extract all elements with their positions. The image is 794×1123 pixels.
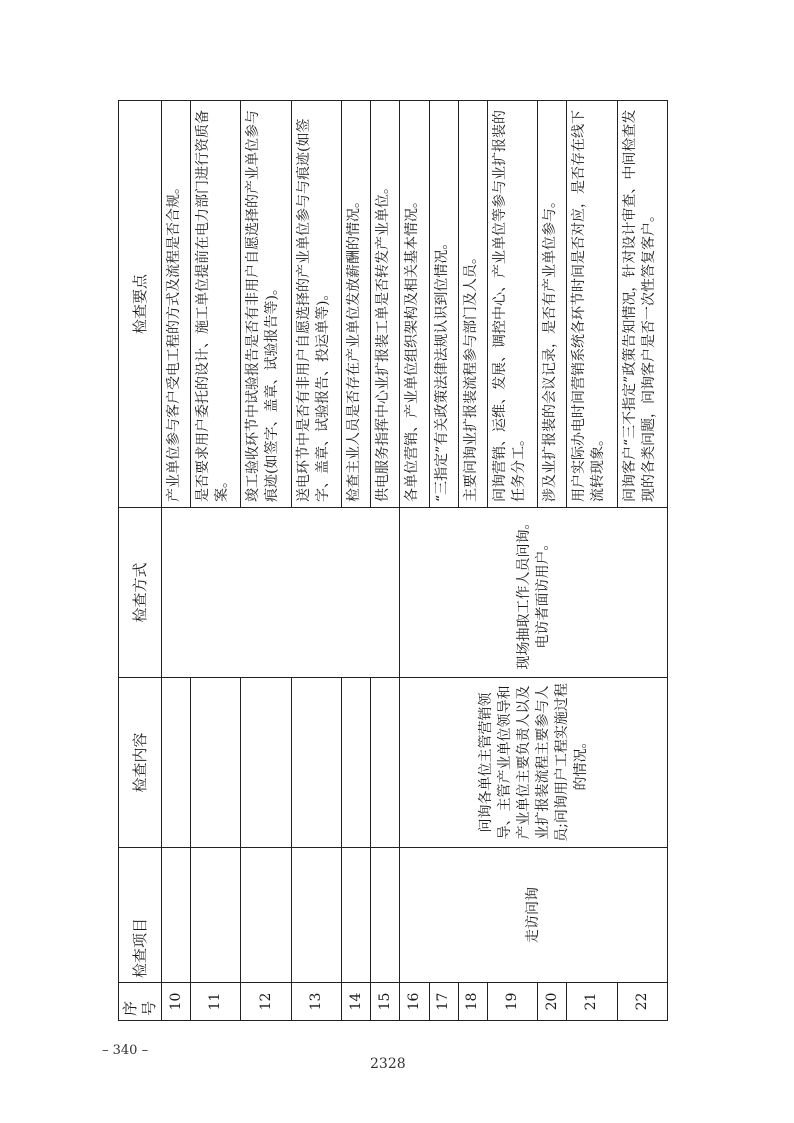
item-cell-empty xyxy=(371,848,400,983)
row-number: 12 xyxy=(241,983,291,1021)
check-point: 检查主业人员是否存在产业单位发放薪酬的情况。 xyxy=(342,101,371,508)
row-number: 15 xyxy=(371,983,400,1021)
content-cell-empty xyxy=(291,678,341,848)
table-row xyxy=(400,101,429,1021)
check-point: 用户实际办电时间营销系统各环节时间是否对应，是否存在线下流转现象。 xyxy=(567,101,617,508)
row-number: 18 xyxy=(458,983,487,1021)
check-point: 供电服务指挥中心业扩报装工单是否转发产业单位。 xyxy=(371,101,400,508)
table-row xyxy=(162,101,191,1021)
row-number: 17 xyxy=(429,983,458,1021)
table-header-row xyxy=(119,101,162,1021)
row-number: 16 xyxy=(400,983,429,1021)
row-number: 19 xyxy=(487,983,537,1021)
item-cell-empty xyxy=(162,848,191,983)
check-point: “三指定”有关政策法律法规认识到位情况。 xyxy=(429,101,458,508)
row-number: 11 xyxy=(191,983,241,1021)
item-cell-empty xyxy=(342,848,371,983)
check-point: 各单位营销、产业单位组织架构及相关基本情况。 xyxy=(400,101,429,508)
row-number: 13 xyxy=(291,983,341,1021)
inspection-item-interview: 走访问询 xyxy=(400,848,668,983)
item-cell-empty xyxy=(291,848,341,983)
header-content: 检查内容 xyxy=(119,678,162,848)
item-cell-empty xyxy=(241,848,291,983)
footer-code: 2328 xyxy=(370,1056,406,1072)
check-point: 产业单位参与客户受电工程的方式及流程是否合规。 xyxy=(162,101,191,508)
header-item: 检查项目 xyxy=(119,848,162,983)
check-point: 问询营销、运维、发展、调控中心、产业单位等参与业扩报装的任务分工。 xyxy=(487,101,537,508)
row-number: 21 xyxy=(567,983,617,1021)
content-cell-empty xyxy=(371,678,400,848)
check-point: 问询客户“三不指定”政策告知情况，针对设计审查、中间检查发现的各类问题，问询客户是否一次性答复客户。 xyxy=(617,101,667,508)
header-points: 检查要点 xyxy=(119,101,162,508)
content-cell-empty xyxy=(342,678,371,848)
row-number: 22 xyxy=(617,983,667,1021)
header-method: 检查方式 xyxy=(119,508,162,678)
rotated-table-container xyxy=(118,101,668,1021)
content-cell-empty xyxy=(191,678,241,848)
check-point: 主要问询业扩报装流程参与部门及人员。 xyxy=(458,101,487,508)
check-point: 是否要求用户委托的设计、施工单位提前在电力部门进行资质备案。 xyxy=(191,101,241,508)
check-point: 送电环节中是否有非用户自愿选择的产业单位参与与痕迹(如签字、盖章、试验报告、投运单等)。 xyxy=(291,101,341,508)
row-number: 20 xyxy=(538,983,567,1021)
check-point: 竣工验收环节中试验报告是否有非用户自愿选择的产业单位参与痕迹(如签字、盖章、试验报告等)。 xyxy=(241,101,291,508)
row-number: 14 xyxy=(342,983,371,1021)
content-cell-empty xyxy=(162,678,191,848)
check-point: 涉及业扩报装的会议记录，是否有产业单位参与。 xyxy=(538,101,567,508)
row-number: 10 xyxy=(162,983,191,1021)
page-number: – 340 – xyxy=(102,1043,149,1058)
item-cell-empty xyxy=(191,848,241,983)
inspection-method-onsite: 现场抽取工作人员问询。电访者面访用户。 xyxy=(400,508,668,678)
header-no: 序号 xyxy=(119,983,162,1021)
method-cell-empty xyxy=(162,508,400,678)
inspection-content-interview: 问询各单位主管营销领导、主管产业单位领导和产业单位主要负责人以及业扩报装流程主要参与人员;问询用户工程实施过程的情况。 xyxy=(400,678,668,848)
content-cell-empty xyxy=(241,678,291,848)
inspection-table xyxy=(118,100,668,1021)
